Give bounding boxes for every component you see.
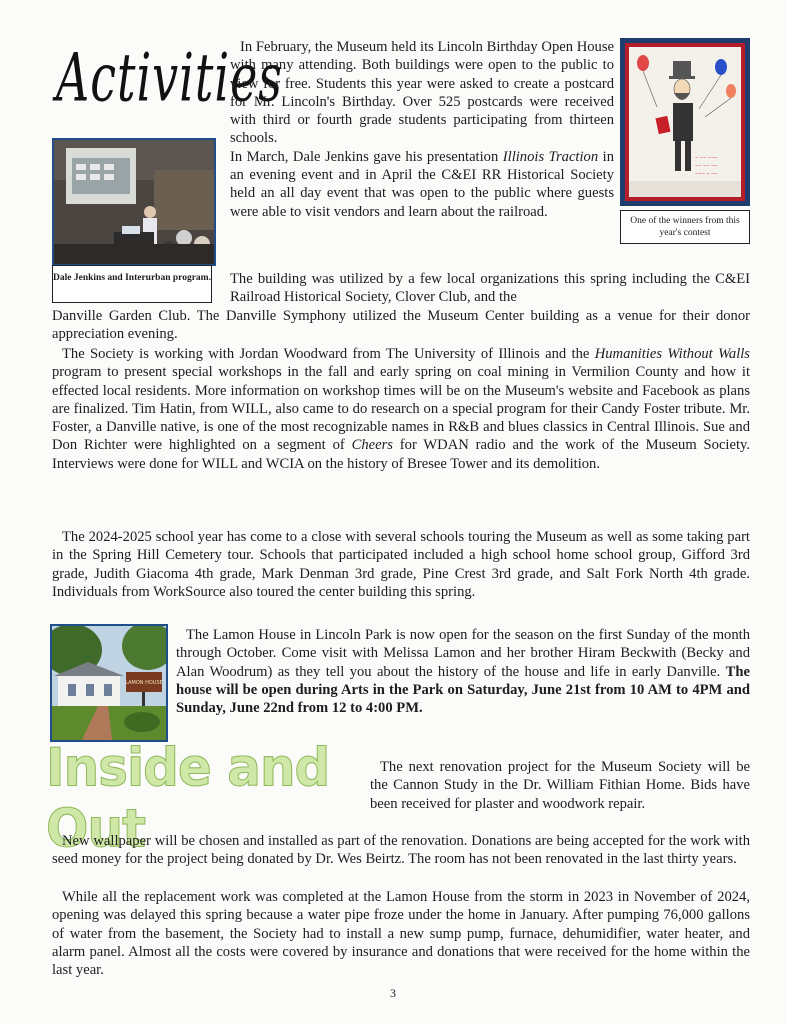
drawing-paper [629, 47, 741, 197]
lincoln-birthday-paragraph: In February, the Museum held its Lincoln Birthday Open House with many attending. Both buildings were open to the public to view for free. Students this year were asked to create a postcard for Mr. Lincoln's Birthday. Over 525 postcards were received with third or fourth grade students participating from thirteen schools. [230, 39, 614, 147]
lamon-house-sign-text: LAMON HOUSE [125, 680, 163, 686]
lamon-house-photo [50, 624, 168, 742]
building-utilization-paragraph: The building was utilized by a few local organizations this spring including the C&EI Railroad Historical Society, Clover Club, and the [230, 271, 750, 306]
drawing-frame [625, 43, 745, 201]
p2-text-b: in an evening event and in April the C&EI RR Historical Society held an all day event that was open to the public where guests were able to visit vendors and learn about the railroad. [230, 148, 614, 220]
svg-text:~~ ~~ ~~: ~~ ~~ ~~ [695, 163, 718, 168]
building-utilization-continued: Danville Garden Club. The Danville Symphony utilized the Museum Center building as a venue for their donor appreciation evening. [52, 308, 750, 343]
p4-show: Cheers [351, 437, 393, 454]
postcard-drawing-photo [620, 38, 750, 206]
water-pipe-paragraph: While all the replacement work was completed at the Lamon House from the storm in 2023 in November of 2024, opening was delayed this spring because a water pipe froze under the home in January. After pumping 76,000 gallons of water from the basement, the Society had to install a new sump pump, furnace, dehumidifier, water heater, and alarm panel. Almost all the costs were covered by insurance and donations that were received for the home within the last year. [52, 889, 750, 979]
lecture-photo-image [54, 140, 214, 264]
svg-text:~ ~~ ~~~: ~ ~~ ~~~ [695, 155, 718, 160]
inside-and-out-heading-text: Inside and Out [46, 737, 330, 859]
p2-title: Illinois Traction [502, 148, 599, 165]
page-number: 3 [390, 986, 396, 1000]
wallpaper-paragraph: New wallpaper will be chosen and installed as part of the renovation. Donations are being accepted for the work with seed money for the project being donated by Dr. Wes Beirtz. The room has not been renovated in the last thirty years. [52, 833, 750, 868]
lecture-photo-caption: Dale Jenkins and Interurban program. [52, 265, 212, 303]
activities-heading [56, 38, 283, 118]
drawing-caption: One of the winners from this year's contest [620, 210, 750, 244]
activities-intro-column [230, 38, 614, 221]
p4-title: Humanities Without Walls [594, 346, 750, 362]
activities-heading-text: Activities [56, 38, 283, 117]
p4-text-c: for WDAN radio and the work of the Museum Society. Interviews were done for WILL and WCIA on the history of Bresee Tower and its demolition. [52, 437, 751, 472]
p2-text-a: In March, Dale Jenkins gave his presentation [230, 148, 503, 165]
svg-text:~~~ ~ ~~: ~~~ ~ ~~ [695, 171, 718, 176]
school-year-paragraph: The 2024-2025 school year has come to a close with several schools touring the Museum as well as some taking part in the Spring Hill Cemetery tour. Schools that participated included a high school home school group, Gifford 3rd grade, Judith Giacoma 4th grade, Mark Denman 3rd grade, Pine Crest 3rd grade, and Salt Fork North 4th grade. Individuals from WorkSource also toured the center building this spring. [52, 529, 750, 600]
renovation-paragraph: The next renovation project for the Museum Society will be the Cannon Study in the Dr. William Fithian Home. Bids have been received for plaster and woodwork repair. [370, 759, 750, 812]
p4-text-a: The Society is working with Jordan Woodward from The University of Illinois and the [62, 346, 595, 362]
lamon-house-image [52, 626, 166, 740]
illinois-traction-paragraph [230, 148, 614, 221]
lamon-house-paragraph [176, 626, 750, 717]
inside-and-out-heading [46, 737, 366, 859]
p4-text-b: program to present special workshops in the fall and early spring on coal mining in Vermilion County and how it effected local residents. More information on workshop times will be on the Museum's website and Facebook as plans are finalized. Tim Hatin, from WILL, also came to do research on a special program for their Candy Foster tribute. Mr. Foster, a Danville native, is one of the most recognizable names in R&B and blues classics in Central Illinois. Sue and Don Richter were highlighted on a segment of [52, 364, 750, 454]
p6-text-a: The Lamon House in Lincoln Park is now open for the season on the first Sunday of the month through October. Come visit with Melissa Lamon and her brother Hiram Beckwith (Becky and Alan Woodrum) as they tell you about the history of the house and life in early Danville. [176, 627, 750, 680]
humanities-paragraph [52, 345, 750, 473]
lecture-photo [52, 138, 216, 266]
p6-bold-text: The house will be open during Arts in the Park on Saturday, June 21st from 10 AM to 4PM and Sunday, June 22nd from 12 to 4:00 PM. [176, 663, 750, 717]
lincoln-drawing-image [629, 47, 741, 197]
